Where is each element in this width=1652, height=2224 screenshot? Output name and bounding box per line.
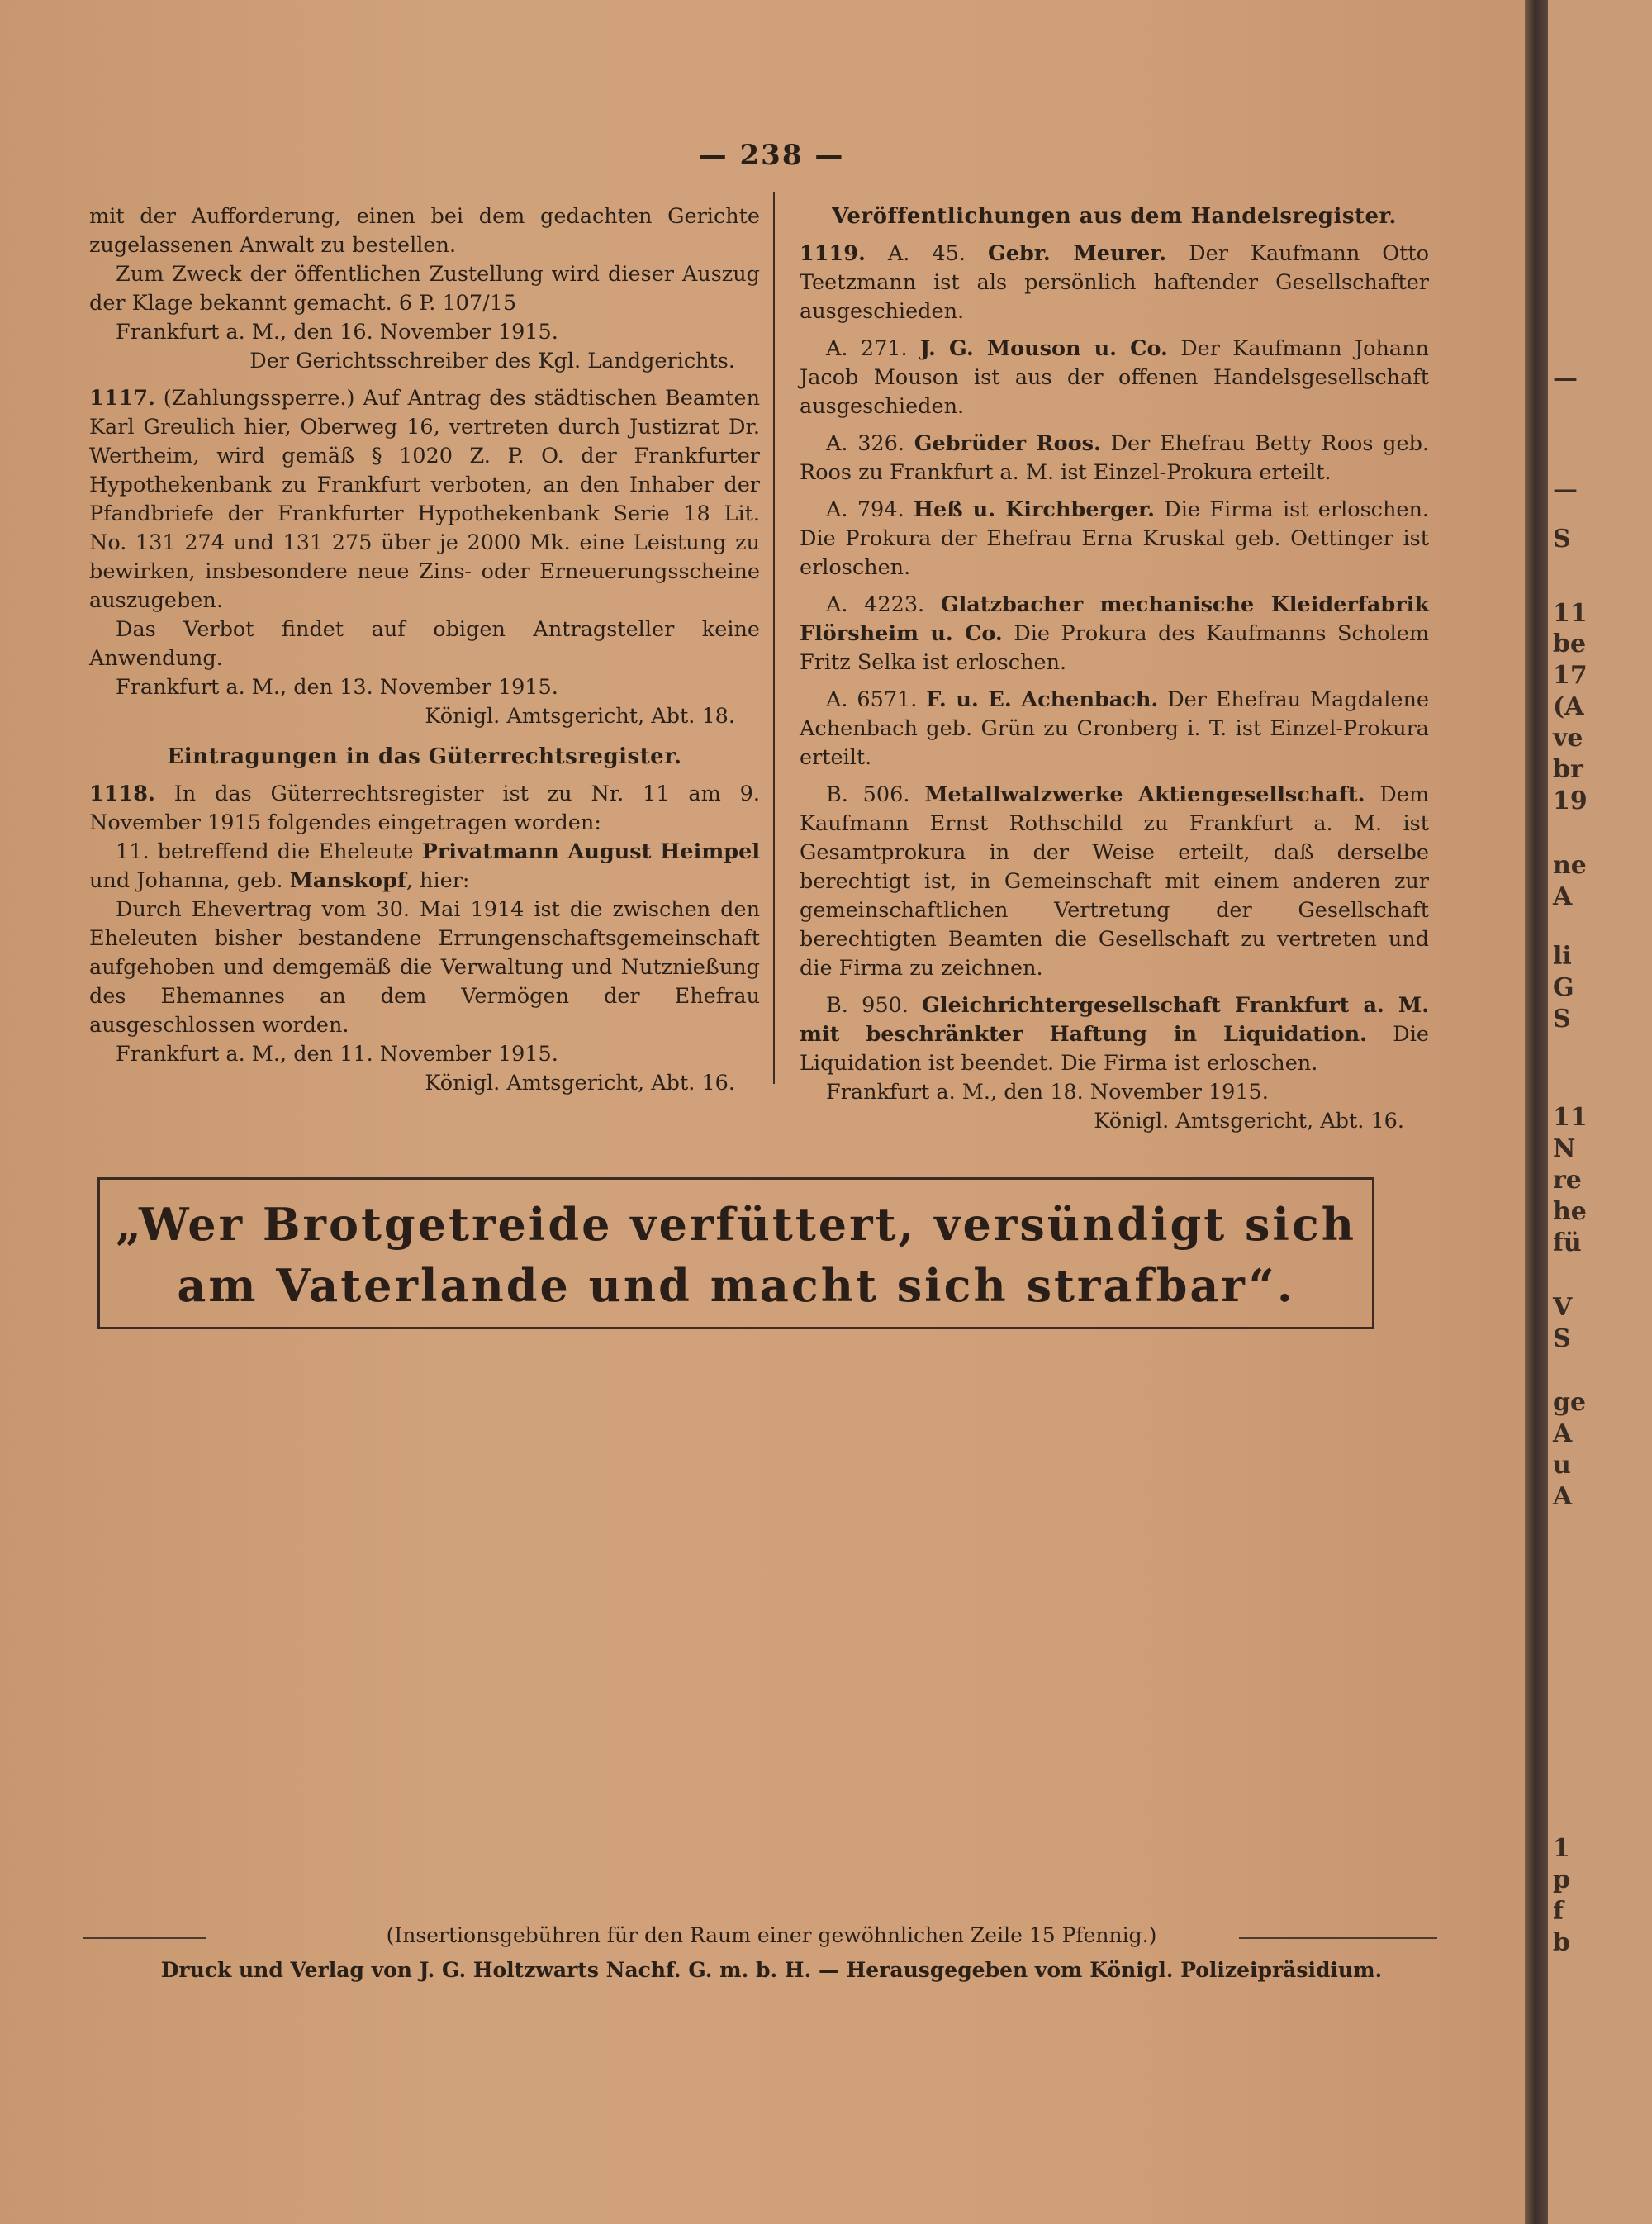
entry-place-date: Frankfurt a. M., den 18. November 1915. xyxy=(826,1080,1269,1105)
entry-text: Zum Zweck der öffentlichen Zustellung wird dieser Auszug der Klage bekannt gemacht. 6 P. 107/15 xyxy=(89,262,760,316)
register-text: Der Ehefrau Betty Roos geb. Roos zu Frankfurt a. M. ist Einzel-Prokura erteilt. xyxy=(800,431,1430,485)
register-ref: A. 326. xyxy=(826,431,904,456)
next-page-fragment: A xyxy=(1553,1482,1573,1511)
next-page-fragment: fü xyxy=(1553,1228,1582,1257)
next-page-fragment: li xyxy=(1553,942,1572,971)
next-page-fragment: — xyxy=(1553,364,1578,392)
entry-text xyxy=(89,780,760,838)
entry-number: 1119. xyxy=(800,241,866,266)
entry-text xyxy=(89,384,760,615)
adjacent-page-edge xyxy=(1548,0,1652,2224)
next-page-fragment: N xyxy=(1553,1134,1576,1163)
book-spine xyxy=(1525,0,1548,2224)
register-item xyxy=(800,781,1429,983)
register-a4223 xyxy=(800,591,1429,677)
register-text: Dem Kaufmann Ernst Rothschild zu Frankfurt a. M. ist Gesamtprokura in der Weise erteilt, daß derselbe berechtigt ist, in Gemeinschaft mit einem anderen zur gemeinschaftlichen Vertretung der Gesellschaft berechtigten Beamten die Gesellschaft zu vertreten und die Firma zu zeichnen. xyxy=(800,782,1430,981)
firm-name: Gebr. Meurer. xyxy=(987,241,1167,266)
next-page-fragment: — xyxy=(1553,475,1578,504)
register-item xyxy=(800,686,1429,772)
entry-text: Durch Ehevertrag vom 30. Mai 1914 ist die zwischen den Eheleuten bisher bestandene Errungenschaftsgemeinschaft aufgehoben und demgemäß die Verwaltung und Nutznießung des Ehemannes an dem Vermögen der Ehefrau ausgeschlossen worden. xyxy=(89,897,760,1038)
entry-1117 xyxy=(89,384,760,731)
notice-line-1: „Wer Brotgetreide verfüttert, versündigt sich xyxy=(115,1198,1357,1251)
text-fragment: 11. betreffend die Eheleute xyxy=(116,839,422,864)
next-page-fragment: 19 xyxy=(1553,786,1588,815)
firm-name: F. u. E. Achenbach. xyxy=(926,687,1159,712)
entry-place-date: Frankfurt a. M., den 11. November 1915. xyxy=(116,1042,558,1067)
next-page-fragment: be xyxy=(1553,630,1587,658)
next-page-fragment: u xyxy=(1553,1451,1571,1480)
register-text: Der Kaufmann Otto Teetzmann ist als persönlich haftender Gesellschafter ausgeschieden. xyxy=(800,241,1430,324)
next-page-fragment: ve xyxy=(1553,724,1583,753)
register-text: Die Prokura des Kaufmanns Scholem Fritz Selka ist erloschen. xyxy=(800,621,1429,675)
entry-body: (Zahlungssperre.) Auf Antrag des städtischen Beamten Karl Greulich hier, Oberweg 16, vertreten durch Justizrat Dr. Wertheim, wird gemäß § 1020 Z. P. O. der Frankfurter Hypothekenbank zu Frankfurt verboten, an den Inhaber der Pfandbriefe der Frankfurter Hypothekenbank Serie 18 Lit. No. 131 274 und 131 275 über je 2000 Mk. eine Leistung zu bewirken, insbesondere neue Zins- oder Erneuerungsscheine auszugeben. xyxy=(89,386,760,613)
register-text: Der Kaufmann Johann Jacob Mouson ist aus der offenen Handelsgesellschaft ausgeschieden. xyxy=(800,336,1429,419)
entry-signature: Königl. Amtsgericht, Abt. 16. xyxy=(1094,1109,1404,1133)
register-ref: B. 506. xyxy=(826,782,910,807)
next-page-fragment: ge xyxy=(1553,1388,1587,1417)
next-page-fragment: G xyxy=(1553,973,1574,1002)
section-heading-handelsregister: Veröffentlichungen aus dem Handelsregister. xyxy=(832,204,1397,229)
next-page-fragment: 1 xyxy=(1553,1834,1570,1863)
next-page-fragment: p xyxy=(1553,1865,1570,1894)
text-fragment: und Johanna, geb. xyxy=(89,868,290,893)
register-a6571 xyxy=(800,686,1429,772)
entry-number: 1117. xyxy=(89,386,155,411)
right-column xyxy=(800,202,1429,1144)
next-page-fragment: S xyxy=(1553,1005,1571,1034)
register-ref: A. 794. xyxy=(826,497,904,522)
firm-name: Glatzbacher mechanische Kleiderfabrik Flörsheim u. Co. xyxy=(800,592,1429,646)
register-a794 xyxy=(800,496,1429,582)
notice-line-2: am Vaterlande und macht sich strafbar“. xyxy=(177,1259,1295,1312)
entry-place-date: Frankfurt a. M., den 13. November 1915. xyxy=(116,675,558,700)
entry-signature: Königl. Amtsgericht, Abt. 16. xyxy=(425,1071,735,1095)
entry-place-date: Frankfurt a. M., den 16. November 1915. xyxy=(116,320,558,345)
footer-printer-line: Druck und Verlag von J. G. Holtzwarts Nachf. G. m. b. H. — Herausgegeben vom Königl. Polizeipräsidium. xyxy=(160,1958,1383,1982)
register-item xyxy=(800,335,1429,421)
entry-1119 xyxy=(800,240,1429,326)
entry-body: In das Güterrechtsregister ist zu Nr. 11 am 9. November 1915 folgendes eingetragen worden: xyxy=(89,782,760,835)
firm-name: J. G. Mouson u. Co. xyxy=(919,336,1168,361)
next-page-fragment: 11 xyxy=(1553,599,1588,628)
column-divider xyxy=(773,192,775,1084)
register-a326 xyxy=(800,430,1429,487)
footer-fees-note: (Insertionsgebühren für den Raum einer gewöhnlichen Zeile 15 Pfennig.) xyxy=(386,1923,1157,1947)
next-page-fragment: re xyxy=(1553,1166,1582,1195)
next-page-fragment: S xyxy=(1553,525,1571,554)
register-a271 xyxy=(800,335,1429,421)
next-page-fragment: br xyxy=(1553,755,1583,784)
entry-number: 1118. xyxy=(89,782,155,806)
register-item xyxy=(800,240,1429,326)
left-column xyxy=(89,202,760,1106)
register-item xyxy=(800,991,1429,1078)
register-item xyxy=(800,496,1429,582)
register-text: Der Ehefrau Magdalene Achenbach geb. Grün zu Cronberg i. T. ist Einzel-Prokura erteilt. xyxy=(800,687,1429,770)
register-ref: A. 45. xyxy=(887,241,966,266)
next-page-fragment: 17 xyxy=(1553,661,1588,690)
register-text: Die Liquidation ist beendet. Die Firma ist erloschen. xyxy=(800,1022,1429,1076)
register-b506 xyxy=(800,781,1429,983)
register-ref: B. 950. xyxy=(826,993,909,1018)
next-page-fragment: A xyxy=(1553,882,1573,911)
page-number: — 238 — xyxy=(698,139,845,172)
entry-signature: Der Gerichtsschreiber des Kgl. Landgerichts. xyxy=(249,349,735,373)
entry-text xyxy=(89,838,760,896)
register-ref: A. 271. xyxy=(826,336,908,361)
next-page-fragment: b xyxy=(1553,1928,1570,1957)
register-ref: A. 4223. xyxy=(826,592,925,617)
entry-text: mit der Aufforderung, einen bei dem gedachten Gerichte zugelassenen Anwalt zu bestellen. xyxy=(89,204,760,258)
entry-text: Das Verbot findet auf obigen Antragsteller keine Anwendung. xyxy=(89,617,760,671)
next-page-fragment: 11 xyxy=(1553,1103,1588,1132)
register-ref: A. 6571. xyxy=(826,687,918,712)
entry-signature: Königl. Amtsgericht, Abt. 18. xyxy=(425,704,735,729)
register-text: Die Firma ist erloschen. Die Prokura der Ehefrau Erna Kruskal geb. Oettinger ist erloschen. xyxy=(800,497,1429,580)
firm-name: Gleichrichtergesellschaft Frankfurt a. M. mit beschränkter Haftung in Liquidation. xyxy=(800,993,1429,1047)
text-fragment: , hier: xyxy=(406,868,470,893)
next-page-fragment: ne xyxy=(1553,851,1587,880)
firm-name: Heß u. Kirchberger. xyxy=(913,497,1155,522)
person-name: Manskopf xyxy=(289,868,406,893)
entry-1116-end xyxy=(89,202,760,376)
register-item xyxy=(800,591,1429,677)
entry-1118 xyxy=(89,780,760,1098)
boxed-notice xyxy=(97,1177,1374,1329)
next-page-fragment: (A xyxy=(1553,692,1584,721)
next-page-fragment: V xyxy=(1553,1293,1573,1322)
next-page-fragment: f xyxy=(1553,1897,1564,1926)
firm-name: Metallwalzwerke Aktiengesellschaft. xyxy=(924,782,1365,807)
register-item xyxy=(800,430,1429,487)
firm-name: Gebrüder Roos. xyxy=(914,431,1101,456)
next-page-fragment: S xyxy=(1553,1324,1571,1353)
section-heading-gueterrecht: Eintragungen in das Güterrechtsregister. xyxy=(167,744,682,769)
register-b950 xyxy=(800,991,1429,1136)
next-page-fragment: A xyxy=(1553,1419,1573,1448)
next-page-fragment: he xyxy=(1553,1197,1587,1226)
person-name: Privatmann August Heimpel xyxy=(421,839,761,864)
